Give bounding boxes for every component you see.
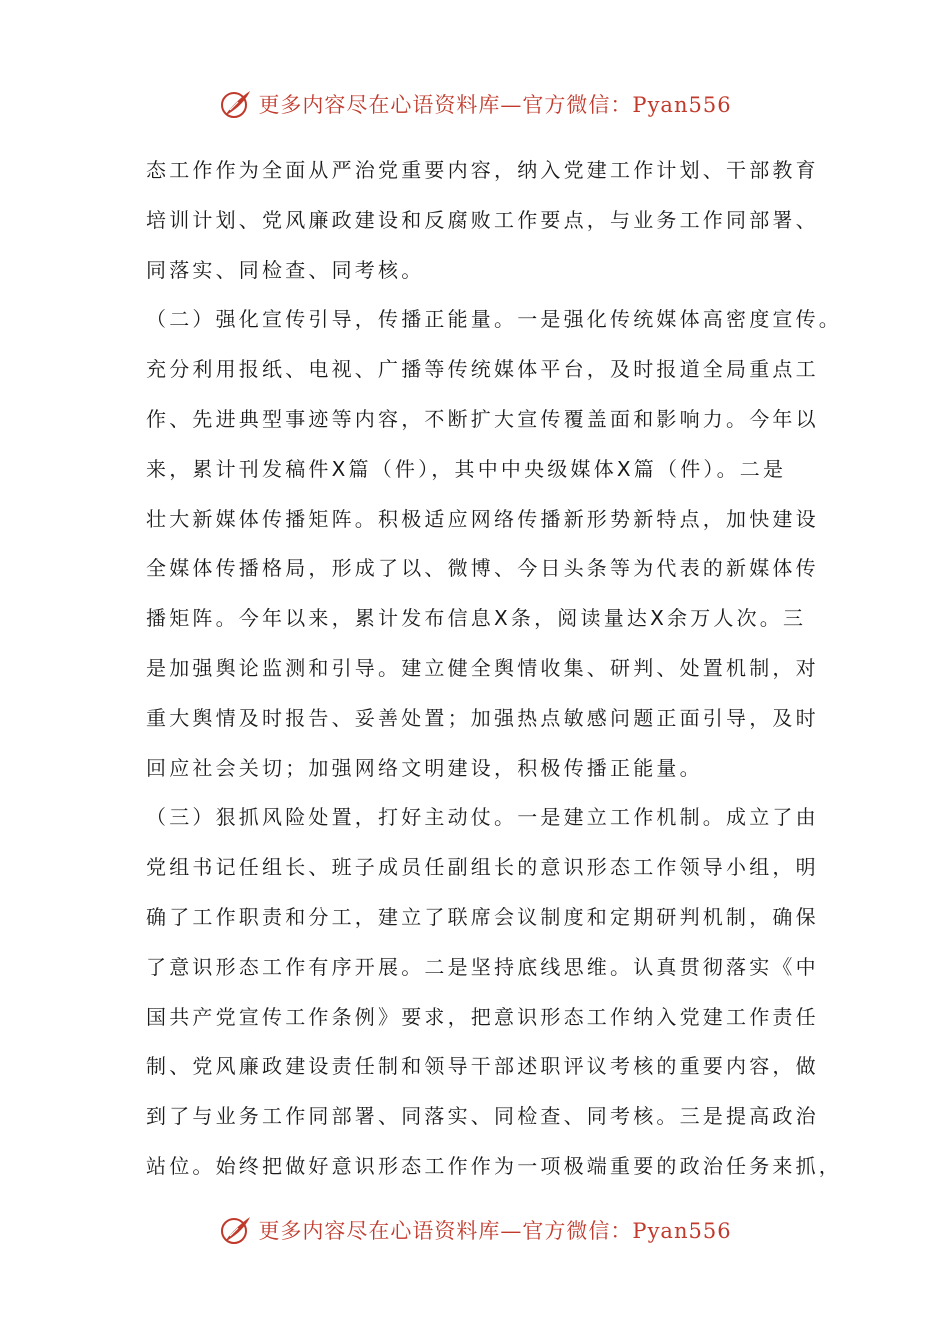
text-line: 培训计划、党风廉政建设和反腐败工作要点，与业务工作同部署、 <box>146 207 819 232</box>
text-line: 站位。始终把做好意识形态工作作为一项极端重要的政治任务来抓， <box>146 1153 842 1178</box>
text-line: 党组书记任组长、班子成员任副组长的意识形态工作领导小组，明 <box>146 855 819 880</box>
text-line: 播矩阵。今年以来，累计发布信息X条，阅读量达X余万人次。三 <box>146 606 807 631</box>
text-line: 回应社会关切；加强网络文明建设，积极传播正能量。 <box>146 755 703 780</box>
text-line: 全媒体传播格局，形成了以、微博、今日头条等为代表的新媒体传 <box>146 556 819 581</box>
document-body <box>146 146 842 1192</box>
text-line: 作、先进典型事迹等内容，不断扩大宣传覆盖面和影响力。今年以 <box>146 406 819 431</box>
text-line: 态工作作为全面从严治党重要内容，纳入党建工作计划、干部教育 <box>146 158 819 182</box>
text-line: 到了与业务工作同部署、同落实、同检查、同考核。三是提高政治 <box>146 1104 819 1129</box>
text-line: 壮大新媒体传播矩阵。积极适应网络传播新形势新特点，加快建设 <box>146 506 819 531</box>
text-line: 制、党风廉政建设责任制和领导干部述职评议考核的重要内容，做 <box>146 1054 819 1079</box>
quill-logo-icon <box>218 86 254 122</box>
text-line: 重大舆情及时报告、妥善处置；加强热点敏感问题正面引导，及时 <box>146 705 819 730</box>
footer-watermark <box>0 1210 950 1250</box>
watermark-text: 更多内容尽在心语资料库—官方微信：Pyan556 <box>258 1219 732 1243</box>
text-line: 同落实、同检查、同考核。 <box>146 257 425 282</box>
header-watermark <box>0 84 950 124</box>
text-line: 国共产党宣传工作条例》要求，把意识形态工作纳入党建工作责任 <box>146 1004 819 1029</box>
text-line: 是加强舆论监测和引导。建立健全舆情收集、研判、处置机制，对 <box>146 655 819 680</box>
quill-logo-icon <box>218 1212 254 1248</box>
text-line: 来，累计刊发稿件X篇（件），其中中央级媒体X篇（件）。二是 <box>146 456 787 481</box>
watermark-text: 更多内容尽在心语资料库—官方微信：Pyan556 <box>258 93 732 117</box>
text-line: 确了工作职责和分工，建立了联席会议制度和定期研判机制，确保 <box>146 904 819 929</box>
text-line: （三）狠抓风险处置，打好主动仗。一是建立工作机制。成立了由 <box>146 805 819 830</box>
text-line: （二）强化宣传引导，传播正能量。一是强化传统媒体高密度宣传。 <box>146 307 842 332</box>
text-line: 了意识形态工作有序开展。二是坚持底线思维。认真贯彻落实《中 <box>146 954 819 979</box>
text-line: 充分利用报纸、电视、广播等传统媒体平台，及时报道全局重点工 <box>146 357 819 382</box>
